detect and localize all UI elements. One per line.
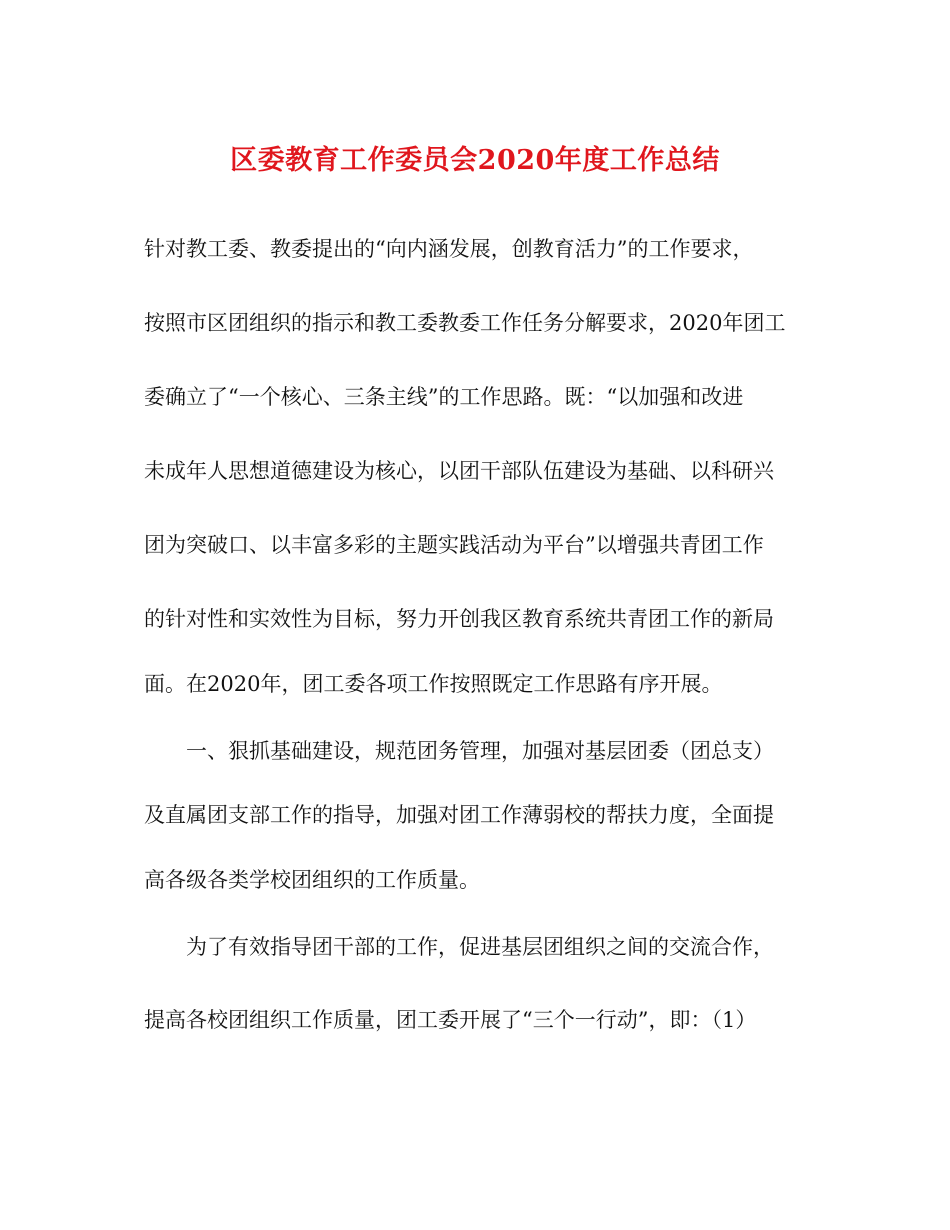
paragraph-line: 的针对性和实效性为目标，努力开创我区教育系统共青团工作的新局 — [144, 607, 774, 631]
paragraph-line: 未成年人思想道德建设为核心，以团干部队伍建设为基础、以科研兴 — [144, 459, 774, 483]
paragraph-line: 高各级各类学校团组织的工作质量。 — [144, 868, 480, 892]
paragraph-line: 团为突破口、以丰富多彩的主题实践活动为平台”以增强共青团工作 — [144, 533, 764, 557]
paragraph-line: 按照市区团组织的指示和教工委教委工作任务分解要求，2020年团工 — [144, 311, 786, 335]
paragraph-first-line: 为了有效指导团干部的工作，促进基层团组织之间的交流合作， — [186, 935, 774, 959]
section-heading-line: 一、狠抓基础建设，规范团务管理，加强对基层团委（团总支） — [186, 739, 774, 763]
paragraph-line: 及直属团支部工作的指导，加强对团工作薄弱校的帮扶力度，全面提 — [144, 803, 774, 827]
document-title: 区委教育工作委员会2020年度工作总结 — [230, 145, 720, 176]
paragraph-line: 委确立了“一个核心、三条主线”的工作思路。既：“以加强和改进 — [144, 385, 744, 409]
paragraph-line: 提高各校团组织工作质量，团工委开展了“三个一行动”，即：（1） — [144, 1008, 757, 1032]
paragraph-line: 面。在2020年，团工委各项工作按照既定工作思路有序开展。 — [144, 672, 723, 696]
paragraph-line: 针对教工委、教委提出的“向内涵发展，创教育活力”的工作要求， — [144, 237, 754, 261]
